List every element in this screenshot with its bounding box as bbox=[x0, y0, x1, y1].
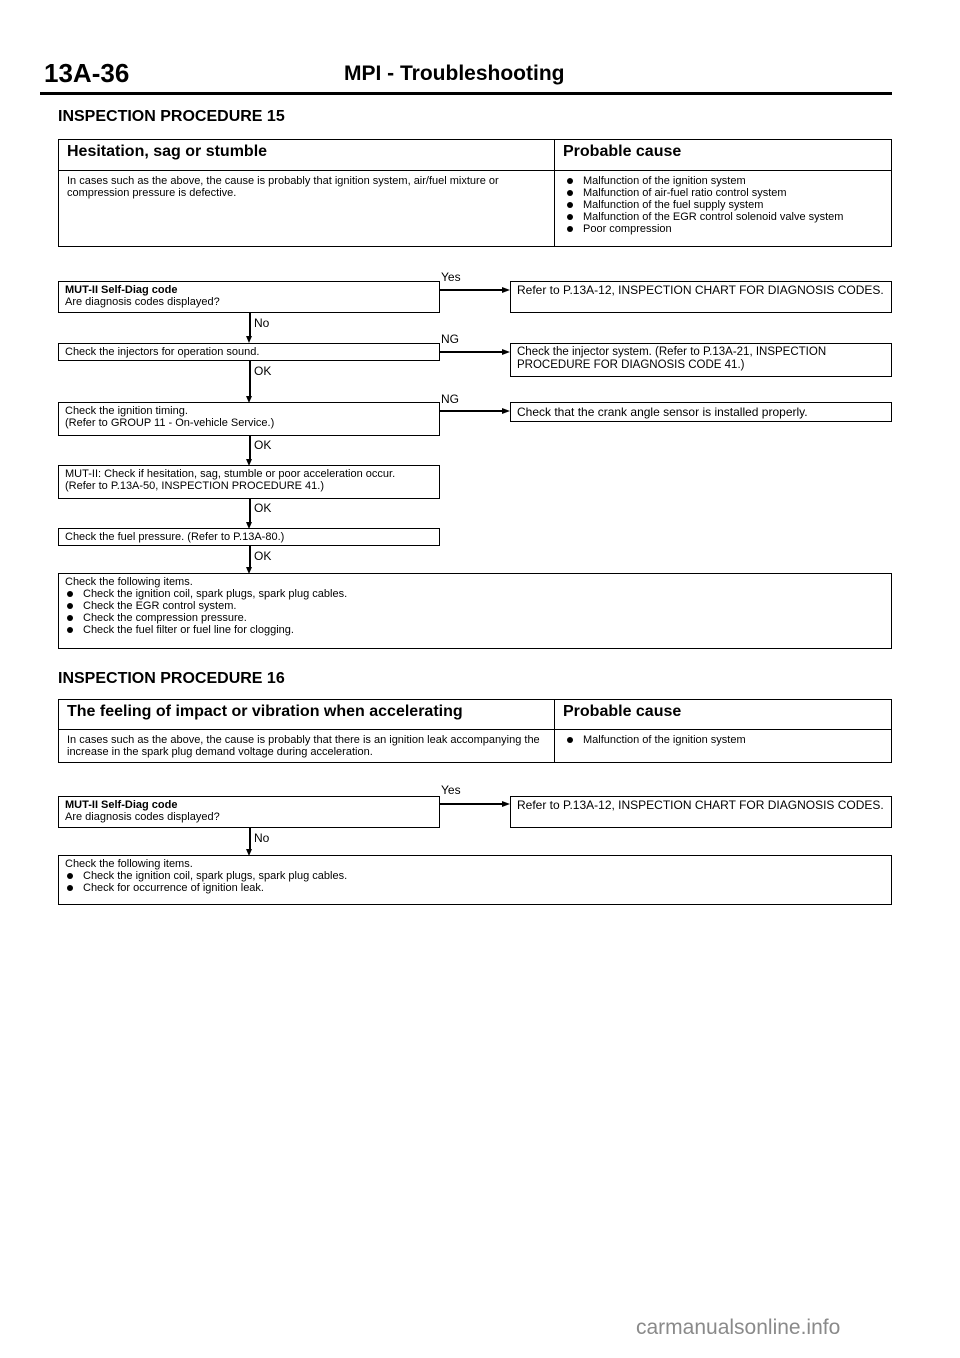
proc15-probable-cause-heading: Probable cause bbox=[563, 143, 682, 160]
proc15-ok-label-3: OK bbox=[254, 501, 272, 515]
proc16-cause-list bbox=[563, 734, 883, 746]
proc15-no-label: No bbox=[254, 316, 270, 330]
proc15-ok-label-2: OK bbox=[254, 438, 272, 452]
proc15-cause: Malfunction of air-fuel ratio control system bbox=[563, 187, 883, 199]
proc15-ng-label-1: NG bbox=[441, 332, 459, 346]
proc15-cause-cell bbox=[555, 171, 891, 246]
arrow-down-icon bbox=[246, 336, 252, 343]
proc15-symptom-table bbox=[58, 139, 892, 247]
header-rule bbox=[40, 92, 892, 95]
proc15-step-self-diag bbox=[58, 281, 440, 313]
proc15-symptom: Hesitation, sag or stumble bbox=[59, 140, 555, 170]
proc15-yes-connector bbox=[440, 289, 502, 291]
proc16-probable-cause-heading: Probable cause bbox=[563, 703, 682, 720]
proc15-yes-result: Refer to P.13A-12, INSPECTION CHART FOR DIAGNOSIS CODES. bbox=[510, 281, 892, 313]
proc15-description: In cases such as the above, the cause is probably that ignition system, air/fuel mixture or compression pressure is defective. bbox=[59, 171, 555, 246]
watermark: carmanualsonline.info bbox=[636, 1316, 841, 1339]
proc15-step-self-diag-text: Are diagnosis codes displayed? bbox=[65, 296, 220, 308]
proc15-final-list bbox=[65, 588, 885, 636]
proc16-description: In cases such as the above, the cause is probably that there is an ignition leak accompanying the increase in the spark plug demand voltage during acceleration. bbox=[59, 730, 555, 762]
proc15-ok-label-1: OK bbox=[254, 364, 272, 378]
proc15-symptom-header bbox=[59, 140, 891, 171]
arrow-right-icon bbox=[502, 801, 510, 807]
proc15-ok-connector-4 bbox=[249, 546, 251, 568]
proc15-ng-connector-2 bbox=[440, 410, 502, 412]
page-number: 13A-36 bbox=[44, 58, 130, 88]
proc15-step-injectors: Check the injectors for operation sound. bbox=[58, 343, 440, 361]
proc16-step-self-diag-title: MUT-II Self-Diag code bbox=[65, 799, 178, 811]
proc15-ok-connector-3 bbox=[249, 499, 251, 523]
proc15-symptom-body bbox=[59, 171, 891, 246]
proc15-ok-label-4: OK bbox=[254, 549, 272, 563]
proc15-step-ignition-timing-line1: Check the ignition timing. bbox=[65, 405, 188, 417]
proc15-step-mut-check-line1: MUT-II: Check if hesitation, sag, stumble or poor acceleration occur. bbox=[65, 468, 396, 480]
page-title: MPI - Troubleshooting bbox=[344, 62, 565, 85]
proc16-final-list bbox=[65, 870, 885, 894]
proc16-yes-label: Yes bbox=[441, 783, 461, 797]
proc16-cause-cell bbox=[555, 730, 891, 762]
proc15-ok-connector-1 bbox=[249, 361, 251, 397]
proc15-final-checks bbox=[58, 573, 892, 649]
proc15-ng-result-1: Check the injector system. (Refer to P.13A-21, INSPECTION PROCEDURE FOR DIAGNOSIS CODE 41.) bbox=[510, 343, 892, 377]
proc15-ng-result-2: Check that the crank angle sensor is installed properly. bbox=[510, 402, 892, 422]
proc15-yes-label: Yes bbox=[441, 270, 461, 284]
proc15-final-intro: Check the following items. bbox=[65, 576, 193, 588]
arrow-right-icon bbox=[502, 408, 510, 414]
proc15-ng-label-2: NG bbox=[441, 392, 459, 406]
arrow-right-icon bbox=[502, 287, 510, 293]
proc15-step-self-diag-title: MUT-II Self-Diag code bbox=[65, 284, 178, 296]
proc16-cause: Malfunction of the ignition system bbox=[563, 734, 883, 746]
proc16-symptom-body bbox=[59, 730, 891, 762]
proc15-step-mut-check bbox=[58, 465, 440, 499]
proc15-ng-connector-1 bbox=[440, 351, 502, 353]
proc16-step-self-diag-text: Are diagnosis codes displayed? bbox=[65, 811, 220, 823]
proc15-cause: Malfunction of the fuel supply system bbox=[563, 199, 883, 211]
proc15-step-fuel-pressure: Check the fuel pressure. (Refer to P.13A-80.) bbox=[58, 528, 440, 546]
proc16-final-item: Check the ignition coil, spark plugs, spark plug cables. bbox=[65, 870, 885, 882]
proc16-final-checks bbox=[58, 855, 892, 905]
proc15-final-item: Check the fuel filter or fuel line for clogging. bbox=[65, 624, 885, 636]
proc16-symptom-header bbox=[59, 700, 891, 730]
proc16-yes-result: Refer to P.13A-12, INSPECTION CHART FOR DIAGNOSIS CODES. bbox=[510, 796, 892, 828]
proc15-step-ignition-timing-line2: (Refer to GROUP 11 - On-vehicle Service.) bbox=[65, 417, 275, 429]
proc16-symptom: The feeling of impact or vibration when accelerating bbox=[59, 700, 555, 729]
proc15-final-item: Check the compression pressure. bbox=[65, 612, 885, 624]
proc15-cause: Poor compression bbox=[563, 223, 883, 235]
proc16-step-self-diag bbox=[58, 796, 440, 828]
arrow-right-icon bbox=[502, 349, 510, 355]
proc15-cause-list bbox=[563, 175, 883, 235]
proc15-cause: Malfunction of the ignition system bbox=[563, 175, 883, 187]
proc16-symptom-table bbox=[58, 699, 892, 763]
proc16-no-connector bbox=[249, 828, 251, 850]
proc15-no-connector bbox=[249, 313, 251, 337]
proc15-ok-connector-2 bbox=[249, 436, 251, 460]
proc16-yes-connector bbox=[440, 803, 502, 805]
proc16-final-intro: Check the following items. bbox=[65, 858, 193, 870]
proc15-cause: Malfunction of the EGR control solenoid valve system bbox=[563, 211, 883, 223]
proc16-no-label: No bbox=[254, 831, 270, 845]
proc16-title: INSPECTION PROCEDURE 16 bbox=[58, 670, 285, 687]
proc15-final-item: Check the EGR control system. bbox=[65, 600, 885, 612]
proc15-final-item: Check the ignition coil, spark plugs, spark plug cables. bbox=[65, 588, 885, 600]
proc15-title: INSPECTION PROCEDURE 15 bbox=[58, 108, 285, 125]
proc15-step-mut-check-line2: (Refer to P.13A-50, INSPECTION PROCEDURE 41.) bbox=[65, 480, 324, 492]
proc16-final-item: Check for occurrence of ignition leak. bbox=[65, 882, 885, 894]
proc15-step-ignition-timing bbox=[58, 402, 440, 436]
